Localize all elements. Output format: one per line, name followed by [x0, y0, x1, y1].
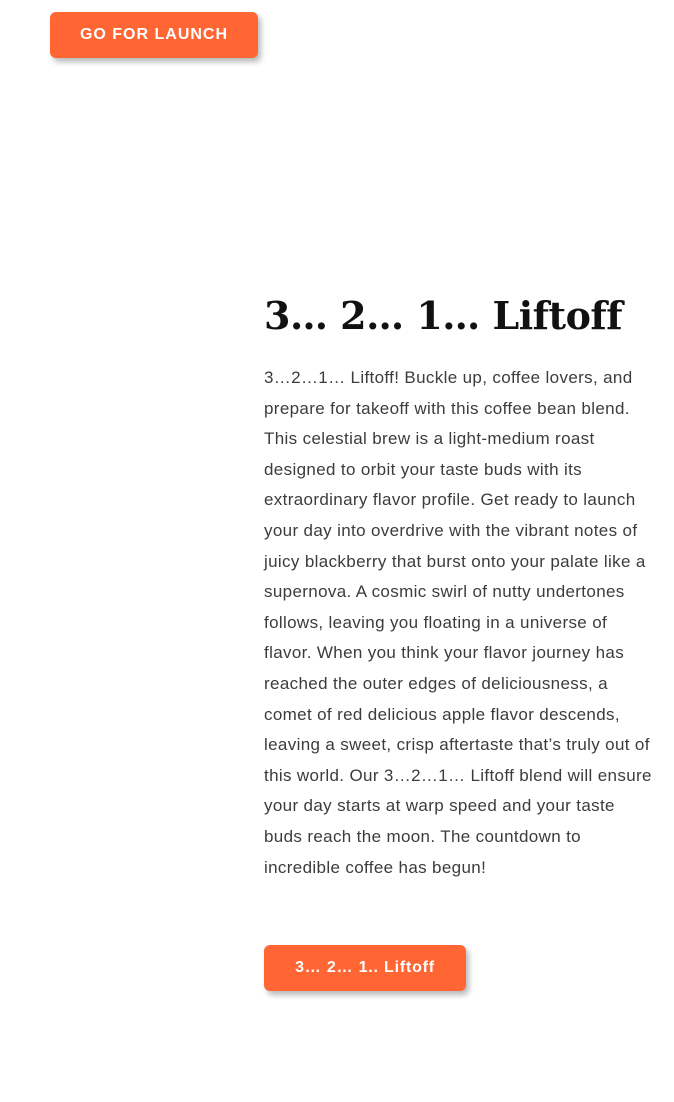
product-title: 3… 2… 1… Liftoff	[264, 293, 623, 338]
liftoff-product-button[interactable]: 3… 2… 1.. Liftoff	[264, 945, 466, 991]
go-for-launch-button[interactable]: GO FOR LAUNCH	[50, 12, 258, 58]
product-description: 3…2…1… Liftoff! Buckle up, coffee lovers, and prepare for takeoff with this coffee bean blend. This celestial brew is a light-medium roast designed to orbit your taste buds with its extraordinary flavor profile. Get ready to launch your day into overdrive with the vibrant notes of juicy blackberry that burst onto your palate like a supernova. A cosmic swirl of nutty undertones follows, leaving you floating in a universe of flavor. When you think your flavor journey has reached the outer edges of deliciousness, a comet of red delicious apple flavor descends, leaving a sweet, crisp aftertaste that’s truly out of this world. Our 3…2…1… Liftoff blend will ensure your day starts at warp speed and your taste buds reach the moon. The countdown to incredible coffee has begun!	[264, 368, 652, 877]
